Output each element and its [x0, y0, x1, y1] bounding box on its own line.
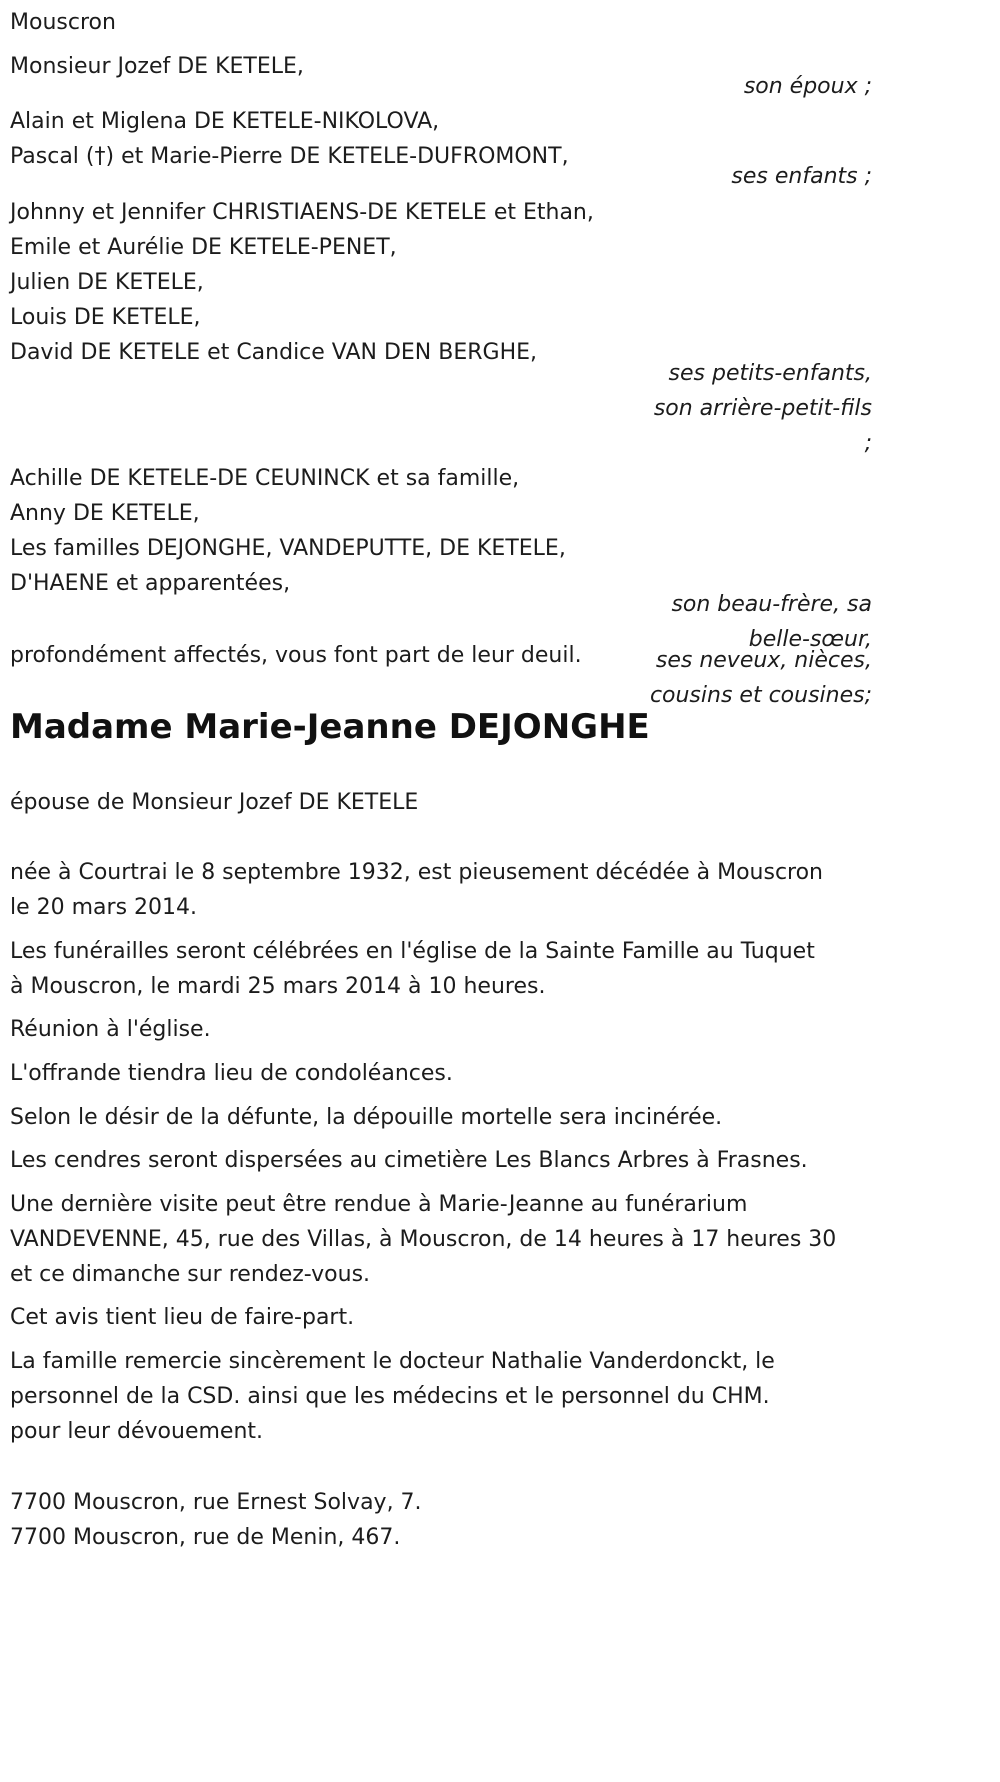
grandchildren-role: ses petits-enfants,	[668, 361, 872, 386]
grandchildren-role: ;	[864, 431, 872, 456]
spouse-role: son époux ;	[743, 74, 872, 99]
children-line: Alain et Miglena DE KETELE-NIKOLOVA,	[10, 109, 440, 134]
detail-line: et ce dimanche sur rendez-vous.	[10, 1262, 371, 1287]
grandchildren-line: Julien DE KETELE,	[10, 270, 204, 295]
detail-line: Réunion à l'église.	[10, 1017, 211, 1042]
detail-line: le 20 mars 2014.	[10, 895, 198, 920]
spouse-line: Monsieur Jozef DE KETELE,	[10, 54, 304, 79]
relatives-role: cousins et cousines;	[649, 683, 872, 708]
relatives-role: son beau-frère, sa	[671, 592, 872, 617]
deceased-name: Madame Marie-Jeanne DEJONGHE	[10, 707, 650, 747]
grandchildren-line: Emile et Aurélie DE KETELE-PENET,	[10, 235, 397, 260]
relatives-role: ses neveux, nièces,	[655, 648, 872, 673]
grandchildren-role: son arrière-petit-fils	[653, 396, 872, 421]
detail-line: L'offrande tiendra lieu de condoléances.	[10, 1061, 453, 1086]
detail-line: VANDEVENNE, 45, rue des Villas, à Mouscron, de 14 heures à 17 heures 30	[10, 1227, 837, 1252]
address-line: 7700 Mouscron, rue Ernest Solvay, 7.	[10, 1490, 422, 1515]
spouse-of-line: épouse de Monsieur Jozef DE KETELE	[10, 790, 419, 815]
address-line: 7700 Mouscron, rue de Menin, 467.	[10, 1525, 401, 1550]
detail-line: Selon le désir de la défunte, la dépouille mortelle sera incinérée.	[10, 1105, 723, 1130]
children-role: ses enfants ;	[731, 164, 872, 189]
children-line: Pascal (†) et Marie-Pierre DE KETELE-DUFROMONT,	[10, 144, 569, 169]
grandchildren-line: David DE KETELE et Candice VAN DEN BERGHE,	[10, 340, 538, 365]
grandchildren-line: Louis DE KETELE,	[10, 305, 201, 330]
detail-line: à Mouscron, le mardi 25 mars 2014 à 10 heures.	[10, 974, 546, 999]
detail-line: Les funérailles seront célébrées en l'église de la Sainte Famille au Tuquet	[10, 939, 815, 964]
detail-line: personnel de la CSD. ainsi que les médecins et le personnel du CHM.	[10, 1384, 770, 1409]
detail-line: Les cendres seront dispersées au cimetière Les Blancs Arbres à Frasnes.	[10, 1148, 808, 1173]
relatives-line: D'HAENE et apparentées,	[10, 571, 291, 596]
relatives-role: belle-sœur,	[748, 627, 872, 652]
relatives-line: Anny DE KETELE,	[10, 501, 200, 526]
relatives-line: Les familles DEJONGHE, VANDEPUTTE, DE KETELE,	[10, 536, 566, 561]
grandchildren-line: Johnny et Jennifer CHRISTIAENS-DE KETELE et Ethan,	[10, 200, 594, 225]
detail-line: née à Courtrai le 8 septembre 1932, est pieusement décédée à Mouscron	[10, 860, 824, 885]
detail-line: Cet avis tient lieu de faire-part.	[10, 1305, 355, 1330]
closing-line: profondément affectés, vous font part de leur deuil.	[10, 643, 582, 668]
detail-line: pour leur dévouement.	[10, 1419, 264, 1444]
city-heading: Mouscron	[10, 10, 116, 35]
detail-line: La famille remercie sincèrement le docteur Nathalie Vanderdonckt, le	[10, 1349, 775, 1374]
detail-line: Une dernière visite peut être rendue à Marie-Jeanne au funérarium	[10, 1192, 748, 1217]
relatives-line: Achille DE KETELE-DE CEUNINCK et sa famille,	[10, 466, 520, 491]
